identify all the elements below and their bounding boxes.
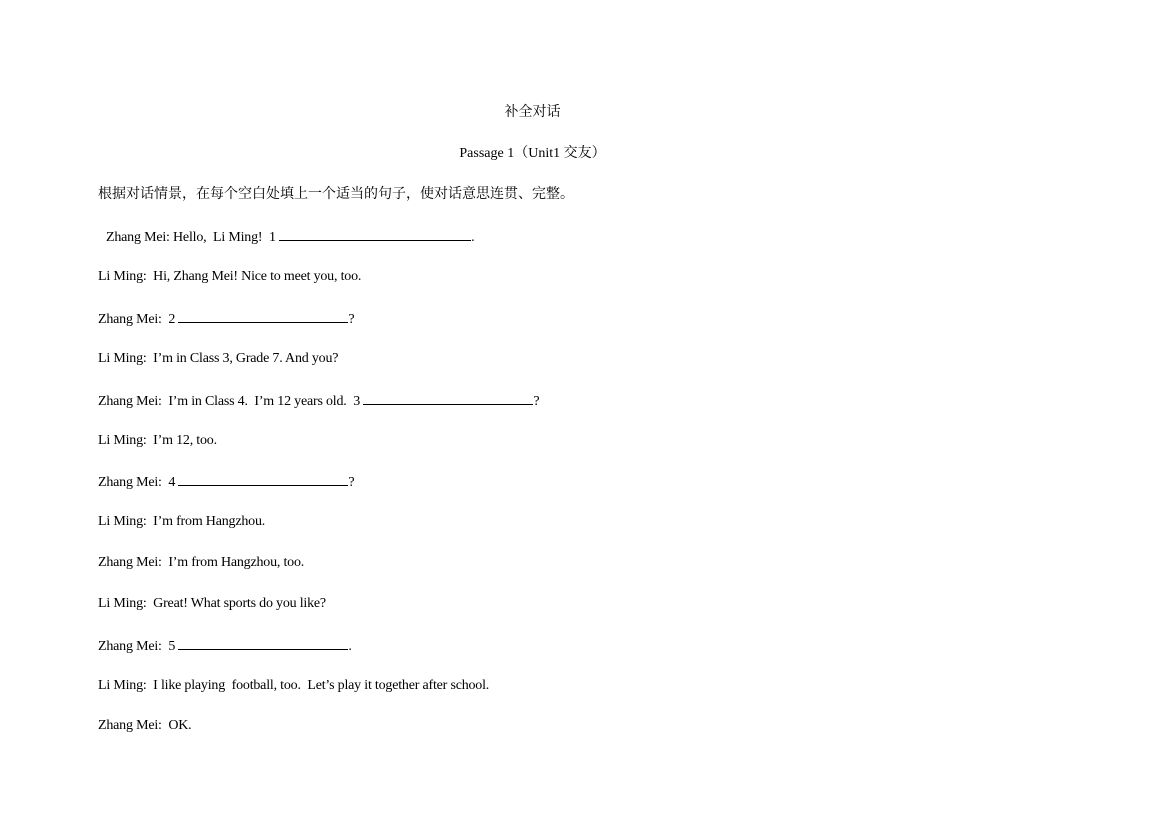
answer-blank-1[interactable] [279, 227, 471, 241]
dialogue-line-5 [98, 391, 539, 411]
speaker: Zhang Mei: [98, 718, 162, 733]
line-text: I’m from Hangzhou. [146, 514, 266, 529]
speaker: Zhang Mei: [98, 639, 162, 654]
speaker: Li Ming: [98, 433, 147, 448]
speaker: Zhang Mei: [98, 555, 162, 570]
page-title: 补全对话 [504, 104, 561, 120]
dialogue-line-9 [98, 554, 304, 572]
dialogue-line-8 [98, 513, 265, 531]
line-end: ? [348, 475, 355, 490]
line-text: I’m in Class 4. I’m 12 years old. 3 [161, 394, 364, 409]
answer-blank-3[interactable] [363, 391, 533, 405]
dialogue-line-2 [98, 268, 361, 286]
line-text: 4 [161, 475, 179, 490]
line-text: I’m from Hangzhou, too. [161, 555, 305, 570]
line-text: I’m 12, too. [146, 433, 217, 448]
answer-blank-2[interactable] [178, 309, 348, 323]
speaker: Li Ming: [98, 596, 147, 611]
dialogue-line-7 [98, 472, 354, 492]
line-text: 5 [161, 639, 179, 654]
line-text: Hi, Zhang Mei! Nice to meet you, too. [146, 269, 362, 284]
speaker: Zhang Mei: [98, 312, 162, 327]
line-text: Great! What sports do you like? [146, 596, 326, 611]
dialogue-line-13 [98, 717, 191, 735]
line-text: Hello, Li Ming! 1 [169, 230, 280, 245]
dialogue-line-10 [98, 595, 326, 613]
speaker: Li Ming: [98, 514, 147, 529]
dialogue-line-12 [98, 677, 489, 695]
line-text: I’m in Class 3, Grade 7. And you? [146, 351, 339, 366]
line-end: . [471, 230, 475, 245]
speaker: Zhang Mei: [98, 475, 162, 490]
answer-blank-4[interactable] [178, 472, 348, 486]
line-end: ? [348, 312, 355, 327]
passage-subtitle: Passage 1（Unit1 交友） [459, 146, 606, 161]
speaker: Li Ming: [98, 269, 147, 284]
line-end: ? [533, 394, 540, 409]
line-end: . [348, 639, 352, 654]
speaker: Zhang Mei: [98, 394, 162, 409]
dialogue-line-6 [98, 432, 217, 450]
answer-blank-5[interactable] [178, 636, 348, 650]
line-text: I like playing football, too. Let’s play it together after school. [146, 678, 490, 693]
speaker: Li Ming: [98, 351, 147, 366]
speaker: Zhang Mei: [106, 230, 170, 245]
line-text: OK. [161, 718, 192, 733]
line-text: 2 [161, 312, 179, 327]
speaker: Li Ming: [98, 678, 147, 693]
instruction-text: 根据对话情景，在每个空白处填上一个适当的句子，使对话意思连贯、完整。 [98, 186, 574, 202]
dialogue-line-11 [98, 636, 352, 656]
dialogue-line-4 [98, 350, 338, 368]
dialogue-line-3 [98, 309, 354, 329]
dialogue-line-1 [106, 227, 474, 247]
